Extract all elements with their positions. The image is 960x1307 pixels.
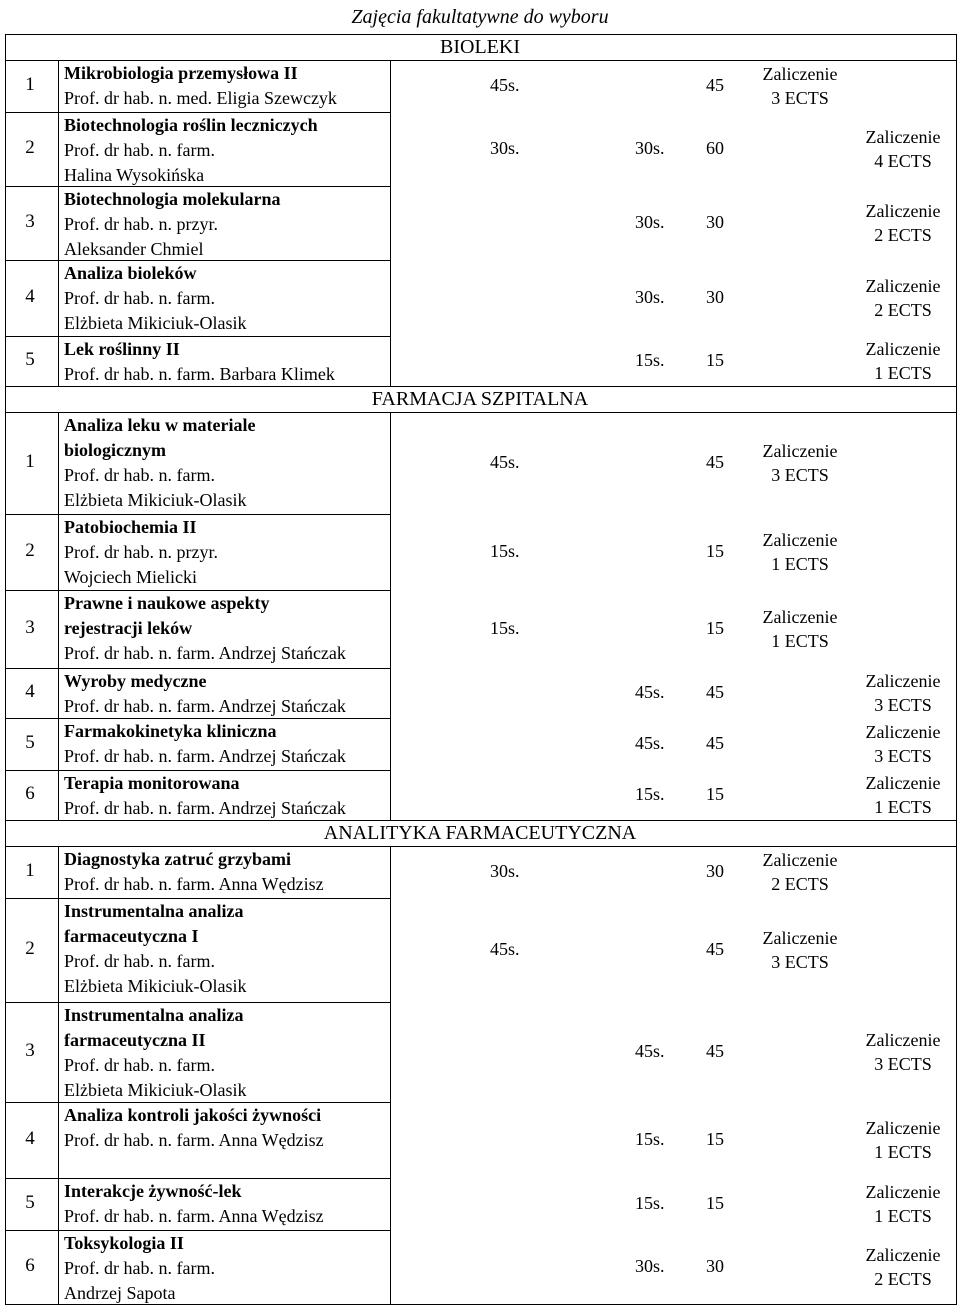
- credit-cell: [848, 1116, 958, 1164]
- course-cell: [64, 337, 404, 387]
- hours-semester-b: 30s.: [635, 212, 665, 232]
- ects-credits: 1 ECTS: [874, 1142, 932, 1162]
- credit-cell: [848, 125, 958, 173]
- hours-total: 45: [706, 452, 724, 472]
- lecturer-line: Wojciech Mielicki: [64, 567, 198, 587]
- credit-cell: [745, 528, 855, 576]
- assessment-type: Zaliczenie: [865, 276, 941, 296]
- course-cell: [64, 1003, 404, 1103]
- table-rule: [58, 846, 59, 1304]
- course-cell: [64, 719, 404, 769]
- course-name: Patobiochemia II: [64, 517, 197, 537]
- course-name: Diagnostyka zatruć grzybami: [64, 849, 291, 869]
- assessment-type: Zaliczenie: [865, 671, 941, 691]
- course-name: Instrumentalna analiza farmaceutyczna II: [64, 1005, 244, 1050]
- hours-total: 60: [706, 138, 724, 158]
- course-name: Lek roślinny II: [64, 339, 180, 359]
- ects-credits: 3 ECTS: [771, 465, 829, 485]
- assessment-type: Zaliczenie: [762, 928, 838, 948]
- hours-semester-a: 30s.: [490, 138, 520, 158]
- hours-semester-a: 30s.: [490, 861, 520, 881]
- lecturer-line: Prof. dr hab. n. farm. Andrzej Stańczak: [64, 798, 346, 818]
- hours-total: 45: [706, 75, 724, 95]
- lecturer-line: Elżbieta Mikiciuk-Olasik: [64, 490, 247, 510]
- hours-semester-b: 30s.: [635, 1256, 665, 1276]
- row-number: 1: [25, 74, 35, 95]
- ects-credits: 3 ECTS: [874, 746, 932, 766]
- course-name: Terapia monitorowana: [64, 773, 240, 793]
- row-number: 2: [25, 540, 35, 561]
- lecturer-line: Prof. dr hab. n. farm.: [64, 140, 215, 160]
- course-cell: [64, 413, 404, 513]
- hours-semester-b: 15s.: [635, 350, 665, 370]
- credit-cell: [848, 720, 958, 768]
- ects-credits: 1 ECTS: [874, 1206, 932, 1226]
- row-number: 3: [25, 211, 35, 232]
- hours-semester-b: 30s.: [635, 287, 665, 307]
- lecturer-line: Prof. dr hab. n. farm. Barbara Klimek: [64, 364, 335, 384]
- credit-cell: [848, 199, 958, 247]
- course-cell: [64, 187, 404, 262]
- hours-total: 30: [706, 212, 724, 232]
- hours-semester-a: 45s.: [490, 452, 520, 472]
- assessment-type: Zaliczenie: [865, 127, 941, 147]
- credit-cell: [745, 848, 855, 896]
- ects-credits: 2 ECTS: [874, 1269, 932, 1289]
- course-name: Farmakokinetyka kliniczna: [64, 721, 277, 741]
- lecturer-line: Prof. dr hab. n. farm.: [64, 1258, 215, 1278]
- course-cell: [64, 113, 404, 188]
- credit-cell: [848, 337, 958, 385]
- ects-credits: 1 ECTS: [771, 631, 829, 651]
- page-subtitle: Zajęcia fakultatywne do wyboru: [351, 6, 609, 28]
- credit-cell: [745, 439, 855, 487]
- table-rule: [5, 820, 956, 821]
- credit-cell: [745, 926, 855, 974]
- hours-total: 30: [706, 1256, 724, 1276]
- row-number: 1: [25, 860, 35, 881]
- hours-semester-b: 15s.: [635, 1193, 665, 1213]
- ects-credits: 3 ECTS: [874, 1054, 932, 1074]
- hours-semester-b: 15s.: [635, 784, 665, 804]
- lecturer-line: Prof. dr hab. n. farm.: [64, 1055, 215, 1075]
- course-cell: [64, 771, 404, 821]
- hours-semester-b: 45s.: [635, 1041, 665, 1061]
- lecturer-line: Prof. dr hab. n. przyr.: [64, 542, 218, 562]
- lecturer-line: Prof. dr hab. n. farm. Andrzej Stańczak: [64, 696, 346, 716]
- ects-credits: 2 ECTS: [874, 300, 932, 320]
- hours-total: 15: [706, 618, 724, 638]
- course-cell: [64, 1179, 404, 1229]
- row-number: 6: [25, 1255, 35, 1276]
- hours-semester-b: 15s.: [635, 1129, 665, 1149]
- assessment-type: Zaliczenie: [865, 201, 941, 221]
- credit-cell: [848, 274, 958, 322]
- lecturer-line: Prof. dr hab. n. farm.: [64, 465, 215, 485]
- course-name: Biotechnologia roślin leczniczych: [64, 115, 318, 135]
- course-cell: [64, 669, 404, 719]
- assessment-type: Zaliczenie: [865, 1182, 941, 1202]
- lecturer-line: Prof. dr hab. n. farm.: [64, 951, 215, 971]
- credit-cell: [745, 605, 855, 653]
- lecturer-line: Prof. dr hab. n. przyr.: [64, 214, 218, 234]
- course-cell: [64, 1231, 404, 1306]
- course-name: Toksykologia II: [64, 1233, 184, 1253]
- course-name: Mikrobiologia przemysłowa II: [64, 63, 298, 83]
- lecturer-line: Elżbieta Mikiciuk-Olasik: [64, 313, 247, 333]
- section-title: FARMACJA SZPITALNA: [371, 388, 589, 410]
- ects-credits: 2 ECTS: [874, 225, 932, 245]
- lecturer-line: Prof. dr hab. n. farm.: [64, 288, 215, 308]
- course-cell: [64, 61, 404, 111]
- hours-total: 30: [706, 287, 724, 307]
- lecturer-line: Halina Wysokińska: [64, 165, 205, 185]
- course-cell: [64, 591, 404, 666]
- hours-semester-a: 45s.: [490, 75, 520, 95]
- credit-cell: [848, 1028, 958, 1076]
- row-number: 1: [25, 451, 35, 472]
- assessment-type: Zaliczenie: [865, 1245, 941, 1265]
- assessment-type: Zaliczenie: [865, 722, 941, 742]
- lecturer-line: Andrzej Sapota: [64, 1283, 176, 1303]
- assessment-type: Zaliczenie: [762, 441, 838, 461]
- hours-total: 15: [706, 784, 724, 804]
- lecturer-line: Elżbieta Mikiciuk-Olasik: [64, 976, 247, 996]
- assessment-type: Zaliczenie: [762, 607, 838, 627]
- ects-credits: 3 ECTS: [874, 695, 932, 715]
- table-rule: [58, 412, 59, 820]
- row-number: 3: [25, 1040, 35, 1061]
- section-title: BIOLEKI: [440, 36, 520, 58]
- assessment-type: Zaliczenie: [762, 850, 838, 870]
- course-cell: [64, 261, 404, 336]
- hours-total: 15: [706, 1129, 724, 1149]
- assessment-type: Zaliczenie: [865, 1030, 941, 1050]
- ects-credits: 1 ECTS: [874, 797, 932, 817]
- credit-cell: [745, 62, 855, 110]
- hours-total: 15: [706, 541, 724, 561]
- credit-cell: [848, 669, 958, 717]
- course-name: Wyroby medyczne: [64, 671, 207, 691]
- assessment-type: Zaliczenie: [865, 773, 941, 793]
- row-number: 6: [25, 783, 35, 804]
- table-rule: [5, 34, 956, 35]
- hours-total: 45: [706, 733, 724, 753]
- ects-credits: 1 ECTS: [874, 363, 932, 383]
- row-number: 5: [25, 732, 35, 753]
- row-number: 5: [25, 349, 35, 370]
- hours-semester-b: 45s.: [635, 733, 665, 753]
- credit-cell: [848, 771, 958, 819]
- lecturer-line: Prof. dr hab. n. farm. Anna Wędzisz: [64, 1130, 324, 1150]
- row-number: 2: [25, 137, 35, 158]
- hours-semester-b: 30s.: [635, 138, 665, 158]
- lecturer-line: Prof. dr hab. n. med. Eligia Szewczyk: [64, 88, 337, 108]
- hours-semester-a: 15s.: [490, 541, 520, 561]
- course-name: Prawne i naukowe aspekty rejestracji leków: [64, 593, 270, 638]
- row-number: 4: [25, 681, 35, 702]
- course-name: Interakcje żywność-lek: [64, 1181, 242, 1201]
- ects-credits: 4 ECTS: [874, 151, 932, 171]
- lecturer-line: Prof. dr hab. n. farm. Anna Wędzisz: [64, 1206, 324, 1226]
- row-number: 3: [25, 617, 35, 638]
- course-name: Analiza leku w materiale biologicznym: [64, 415, 256, 460]
- hours-total: 45: [706, 682, 724, 702]
- course-cell: [64, 899, 404, 999]
- ects-credits: 3 ECTS: [771, 952, 829, 972]
- assessment-type: Zaliczenie: [762, 530, 838, 550]
- hours-semester-a: 45s.: [490, 939, 520, 959]
- lecturer-line: Prof. dr hab. n. farm. Anna Wędzisz: [64, 874, 324, 894]
- ects-credits: 1 ECTS: [771, 554, 829, 574]
- credit-cell: [848, 1180, 958, 1228]
- hours-total: 15: [706, 350, 724, 370]
- ects-credits: 3 ECTS: [771, 88, 829, 108]
- lecturer-line: Prof. dr hab. n. farm. Andrzej Stańczak: [64, 746, 346, 766]
- lecturer-line: Elżbieta Mikiciuk-Olasik: [64, 1080, 247, 1100]
- row-number: 2: [25, 938, 35, 959]
- hours-total: 45: [706, 1041, 724, 1061]
- assessment-type: Zaliczenie: [865, 339, 941, 359]
- hours-total: 30: [706, 861, 724, 881]
- course-cell: [64, 1103, 404, 1153]
- row-number: 4: [25, 1128, 35, 1149]
- course-name: Analiza bioleków: [64, 263, 197, 283]
- course-name: Biotechnologia molekularna: [64, 189, 281, 209]
- assessment-type: Zaliczenie: [762, 64, 838, 84]
- course-name: Analiza kontroli jakości żywności: [64, 1105, 322, 1125]
- course-cell: [64, 847, 404, 897]
- course-cell: [64, 515, 404, 590]
- course-name: Instrumentalna analiza farmaceutyczna I: [64, 901, 244, 946]
- ects-credits: 2 ECTS: [771, 874, 829, 894]
- hours-semester-b: 45s.: [635, 682, 665, 702]
- section-title: ANALITYKA FARMACEUTYCZNA: [323, 822, 637, 844]
- hours-semester-a: 15s.: [490, 618, 520, 638]
- lecturer-line: Aleksander Chmiel: [64, 239, 204, 259]
- lecturer-line: Prof. dr hab. n. farm. Andrzej Stańczak: [64, 643, 346, 663]
- table-rule: [5, 386, 956, 387]
- assessment-type: Zaliczenie: [865, 1118, 941, 1138]
- hours-total: 15: [706, 1193, 724, 1213]
- credit-cell: [848, 1243, 958, 1291]
- row-number: 5: [25, 1192, 35, 1213]
- row-number: 4: [25, 286, 35, 307]
- hours-total: 45: [706, 939, 724, 959]
